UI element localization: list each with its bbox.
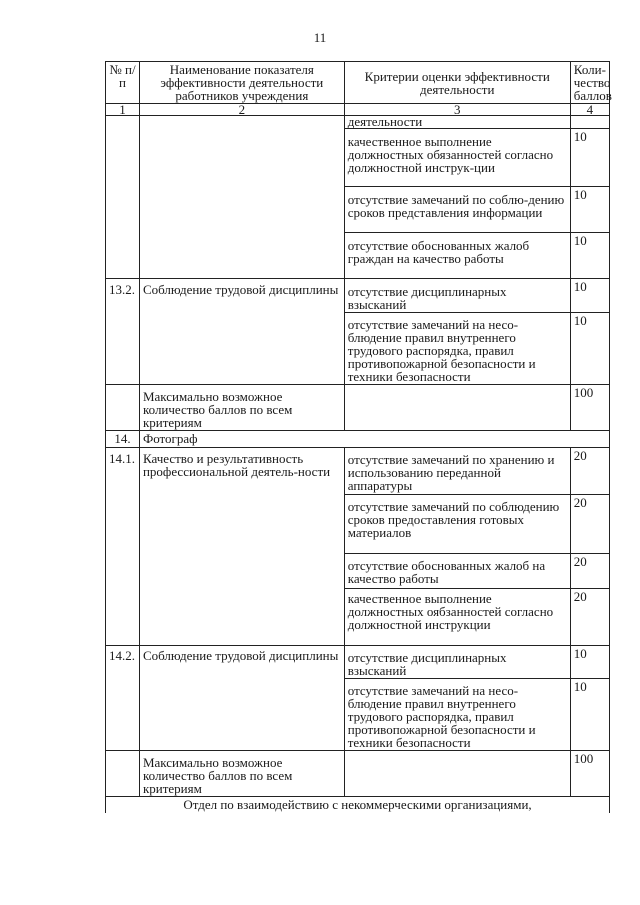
max-score-row (106, 751, 610, 797)
column-number-2: 2 (139, 104, 344, 116)
column-number-1: 1 (106, 104, 140, 116)
column-number-4: 4 (570, 104, 609, 116)
criterion-cell: деятельности (344, 116, 570, 129)
max-score-label: Максимально возможное количество баллов по всем критериям (139, 385, 344, 431)
criteria-table (105, 61, 610, 813)
name-cell-empty (139, 116, 344, 279)
number-cell-empty (106, 385, 140, 431)
score-cell: 20 (570, 448, 609, 495)
criterion-cell: отсутствие замечаний на несо-блюдение правил внутреннего трудового распорядка, правил противопожарной безопасности и техники безопасности (344, 679, 570, 751)
indicator-name: Качество и результативность профессиональной деятель-ности (139, 448, 344, 646)
max-score-label: Максимально возможное количество баллов по всем критериям (139, 751, 344, 797)
criterion-cell: отсутствие дисциплинарных взысканий (344, 279, 570, 313)
table-row (106, 116, 610, 129)
criterion-cell: качественное выполнение должностных обязанностей согласно должностной инструк-ции (344, 129, 570, 187)
column-number-3: 3 (344, 104, 570, 116)
number-cell-empty (106, 116, 140, 279)
score-cell: 10 (570, 187, 609, 233)
table-header-row (106, 62, 610, 104)
criterion-cell: отсутствие замечаний на несо-блюдение правил внутреннего трудового распорядка, правил противопожарной безопасности и техники безопасности (344, 313, 570, 385)
section-title-row (106, 431, 610, 448)
criterion-cell: отсутствие замечаний по хранению и использованию переданной аппаратуры (344, 448, 570, 495)
header-number: № п/п (106, 62, 140, 104)
criterion-cell-empty (344, 751, 570, 797)
table-row (106, 448, 610, 495)
score-cell: 10 (570, 313, 609, 385)
criterion-cell: отсутствие дисциплинарных взысканий (344, 646, 570, 679)
score-cell: 20 (570, 554, 609, 589)
indicator-name: Соблюдение трудовой дисциплины (139, 646, 344, 751)
header-score: Коли-чество баллов (570, 62, 609, 104)
header-indicator-name: Наименование показателя эффективности деятельности работников учреждения (139, 62, 344, 104)
department-row (106, 797, 610, 814)
max-score-value: 100 (570, 751, 609, 797)
score-cell-empty (570, 116, 609, 129)
criterion-cell: отсутствие обоснованных жалоб на качество работы (344, 554, 570, 589)
score-cell: 20 (570, 589, 609, 646)
item-number: 14.1. (106, 448, 140, 646)
table-row (106, 646, 610, 679)
table-row (106, 279, 610, 313)
criterion-cell-empty (344, 385, 570, 431)
score-cell: 10 (570, 129, 609, 187)
indicator-name: Соблюдение трудовой дисциплины (139, 279, 344, 385)
criterion-cell: отсутствие замечаний по соблю-дению сроков представления информации (344, 187, 570, 233)
department-title: Отдел по взаимодействию с некоммерческими организациями, (106, 797, 610, 814)
criterion-cell: отсутствие обоснованных жалоб граждан на качество работы (344, 233, 570, 279)
criterion-cell: отсутствие замечаний по соблюдению сроков предоставления готовых материалов (344, 495, 570, 554)
score-cell: 20 (570, 495, 609, 554)
number-cell-empty (106, 751, 140, 797)
item-number: 13.2. (106, 279, 140, 385)
header-criteria: Критерии оценки эффективности деятельности (344, 62, 570, 104)
score-cell: 10 (570, 646, 609, 679)
score-cell: 10 (570, 679, 609, 751)
score-cell: 10 (570, 233, 609, 279)
section-title: Фотограф (139, 431, 609, 448)
section-number: 14. (106, 431, 140, 448)
max-score-row (106, 385, 610, 431)
score-cell: 10 (570, 279, 609, 313)
criterion-cell: качественное выполнение должностных оябзанностей согласно должностной инструкции (344, 589, 570, 646)
page-number: 11 (313, 30, 327, 45)
max-score-value: 100 (570, 385, 609, 431)
item-number: 14.2. (106, 646, 140, 751)
